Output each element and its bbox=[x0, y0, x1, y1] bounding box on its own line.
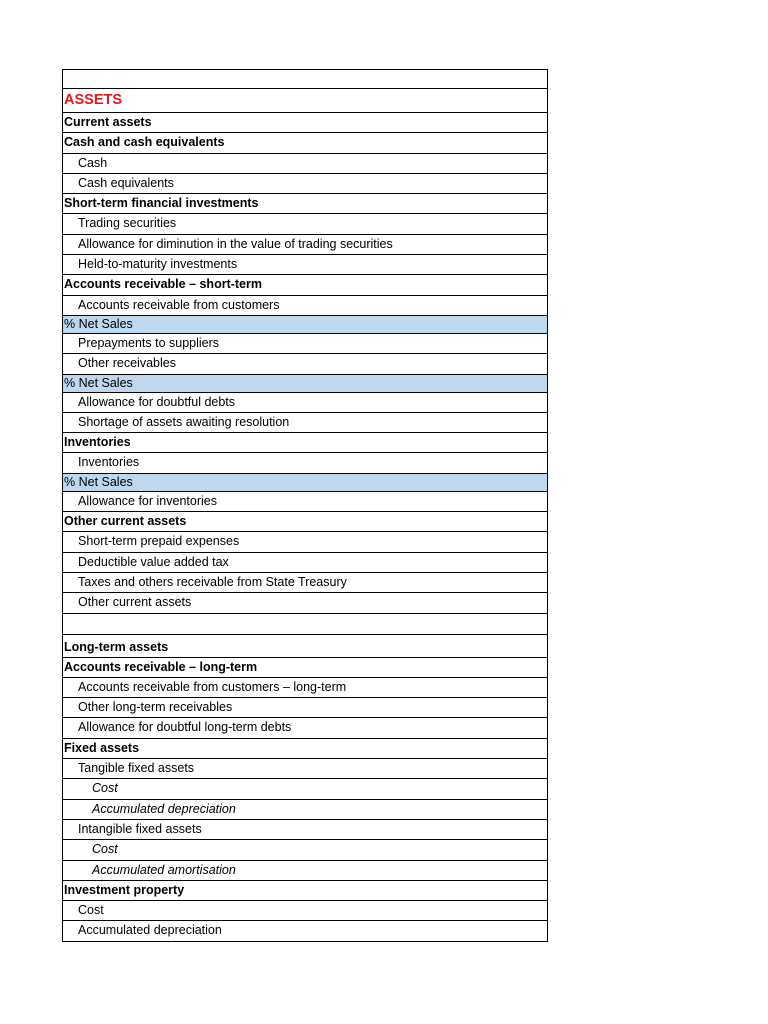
section-heading: Short-term financial investments bbox=[63, 194, 547, 214]
section-heading: Other current assets bbox=[63, 512, 547, 532]
line-item: Allowance for inventories bbox=[63, 492, 547, 512]
section-heading: Long-term assets bbox=[63, 635, 547, 658]
section-heading: Inventories bbox=[63, 433, 547, 453]
line-item: Deductible value added tax bbox=[63, 553, 547, 573]
line-item: Shortage of assets awaiting resolution bbox=[63, 413, 547, 433]
line-item: Cash bbox=[63, 154, 547, 174]
sub-line-item: Cost bbox=[63, 779, 547, 799]
line-item: Tangible fixed assets bbox=[63, 759, 547, 779]
net-sales-highlight-row: % Net Sales bbox=[63, 474, 547, 492]
line-item: Taxes and others receivable from State Treasury bbox=[63, 573, 547, 593]
line-item: Allowance for diminution in the value of trading securities bbox=[63, 235, 547, 255]
line-item: Prepayments to suppliers bbox=[63, 334, 547, 354]
net-sales-highlight-row: % Net Sales bbox=[63, 316, 547, 334]
section-heading: Current assets bbox=[63, 113, 547, 133]
line-item: Allowance for doubtful long-term debts bbox=[63, 718, 547, 738]
line-item: Other receivables bbox=[63, 354, 547, 374]
line-item: Inventories bbox=[63, 453, 547, 473]
empty-row bbox=[63, 70, 547, 89]
line-item: Intangible fixed assets bbox=[63, 820, 547, 840]
line-item: Accounts receivable from customers bbox=[63, 296, 547, 316]
section-heading: Cash and cash equivalents bbox=[63, 133, 547, 153]
section-heading: Fixed assets bbox=[63, 739, 547, 759]
net-sales-highlight-row: % Net Sales bbox=[63, 375, 547, 393]
sub-line-item: Accumulated depreciation bbox=[63, 800, 547, 820]
line-item: Other long-term receivables bbox=[63, 698, 547, 718]
line-item: Cash equivalents bbox=[63, 174, 547, 194]
section-heading: Accounts receivable – short-term bbox=[63, 275, 547, 295]
line-item: Held-to-maturity investments bbox=[63, 255, 547, 275]
line-item: Cost bbox=[63, 901, 547, 921]
line-item: Accumulated depreciation bbox=[63, 921, 547, 941]
sheet-title: ASSETS bbox=[63, 89, 547, 113]
line-item: Short-term prepaid expenses bbox=[63, 532, 547, 552]
sub-line-item: Cost bbox=[63, 840, 547, 860]
line-item: Trading securities bbox=[63, 214, 547, 234]
empty-row bbox=[63, 614, 547, 635]
sub-line-item: Accumulated amortisation bbox=[63, 861, 547, 881]
section-heading: Investment property bbox=[63, 881, 547, 901]
line-item: Other current assets bbox=[63, 593, 547, 613]
line-item: Accounts receivable from customers – long-term bbox=[63, 678, 547, 698]
balance-sheet-table bbox=[62, 69, 548, 942]
section-heading: Accounts receivable – long-term bbox=[63, 658, 547, 678]
line-item: Allowance for doubtful debts bbox=[63, 393, 547, 413]
